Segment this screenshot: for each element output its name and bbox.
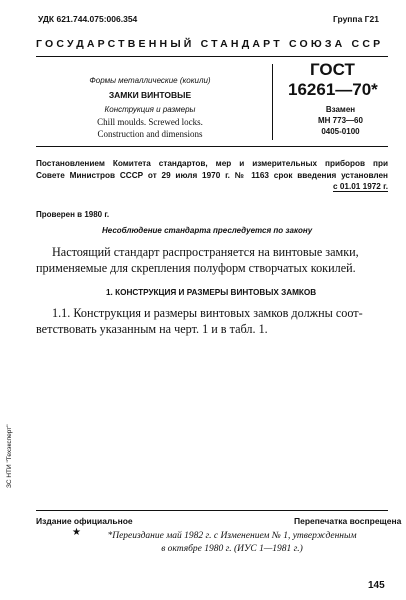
clause-line-1: 1.1. Конструкция и размеры винтовых замков должны соот- bbox=[52, 306, 363, 320]
title-vertical-divider bbox=[272, 64, 273, 140]
reissue-footnote bbox=[82, 530, 382, 556]
clause-line-2: ветствовать указанным на черт. 1 и в табл. 1. bbox=[36, 321, 268, 336]
side-stamp: ЗС НТИ "Техэксперт" bbox=[6, 424, 13, 488]
english-title-line-2: Construction and dimensions bbox=[97, 129, 203, 139]
replace-code-1: МН 773—60 bbox=[318, 116, 363, 125]
checked-note: Проверен в 1980 г. bbox=[36, 210, 110, 219]
gost-number: 16261—70* bbox=[288, 80, 378, 99]
non-observance-note: Несоблюдение стандарта преследуется по закону bbox=[102, 226, 313, 235]
page-number: 145 bbox=[368, 580, 385, 591]
replace-label: Взамен bbox=[325, 105, 356, 114]
header-bottom-divider bbox=[36, 146, 388, 147]
footnote-line-1: *Переиздание май 1982 г. с Изменением № 1, утвержденным bbox=[107, 531, 357, 541]
state-standard-title: ГОСУДАРСТВЕННЫЙ СТАНДАРТ СОЮЗА ССР bbox=[36, 38, 384, 50]
decree-block bbox=[36, 158, 388, 193]
footnote-line-2: в октябре 1980 г. (ИУС 1—1981 г.) bbox=[161, 544, 303, 554]
document-title: ЗАМКИ ВИНТОВЫЕ bbox=[108, 90, 192, 100]
official-edition-label: Издание официальное bbox=[36, 516, 133, 526]
footer-divider bbox=[36, 510, 388, 511]
english-title-line-1: Chill moulds. Screwed locks. bbox=[97, 117, 203, 127]
replacement-block bbox=[318, 104, 363, 137]
subtitle-bottom: Конструкция и размеры bbox=[104, 105, 196, 114]
udk-code: УДК 621.744.075:006.354 bbox=[38, 14, 138, 24]
intro-line-1: Настоящий стандарт распространяется на винтовые замки, bbox=[52, 245, 359, 259]
decree-line-2: Совете Министров СССР от 29 июля 1970 г. № 1163 срок введения установлен bbox=[36, 170, 388, 180]
title-block bbox=[40, 74, 260, 140]
intro-paragraph bbox=[36, 245, 388, 276]
star-icon: ★ bbox=[72, 527, 81, 538]
decree-line-1: Постановлением Комитета стандартов, мер и измерительных приборов при bbox=[36, 159, 388, 168]
section-heading: 1. КОНСТРУКЦИЯ И РАЗМЕРЫ ВИНТОВЫХ ЗАМКОВ bbox=[106, 288, 317, 297]
clause-1-1 bbox=[36, 306, 388, 337]
gost-label: ГОСТ bbox=[310, 60, 355, 79]
subtitle-top: Формы металлические (кокили) bbox=[89, 76, 211, 85]
top-divider bbox=[36, 56, 388, 57]
effective-date: с 01.01 1972 г. bbox=[333, 182, 388, 191]
intro-line-2: применяемые для скрепления полуформ створчатых кокилей. bbox=[36, 260, 356, 275]
group-code: Группа Г21 bbox=[333, 14, 379, 24]
replace-code-2: 0405-0100 bbox=[321, 127, 360, 136]
reprint-prohibited-label: Перепечатка воспрещена bbox=[294, 516, 402, 526]
